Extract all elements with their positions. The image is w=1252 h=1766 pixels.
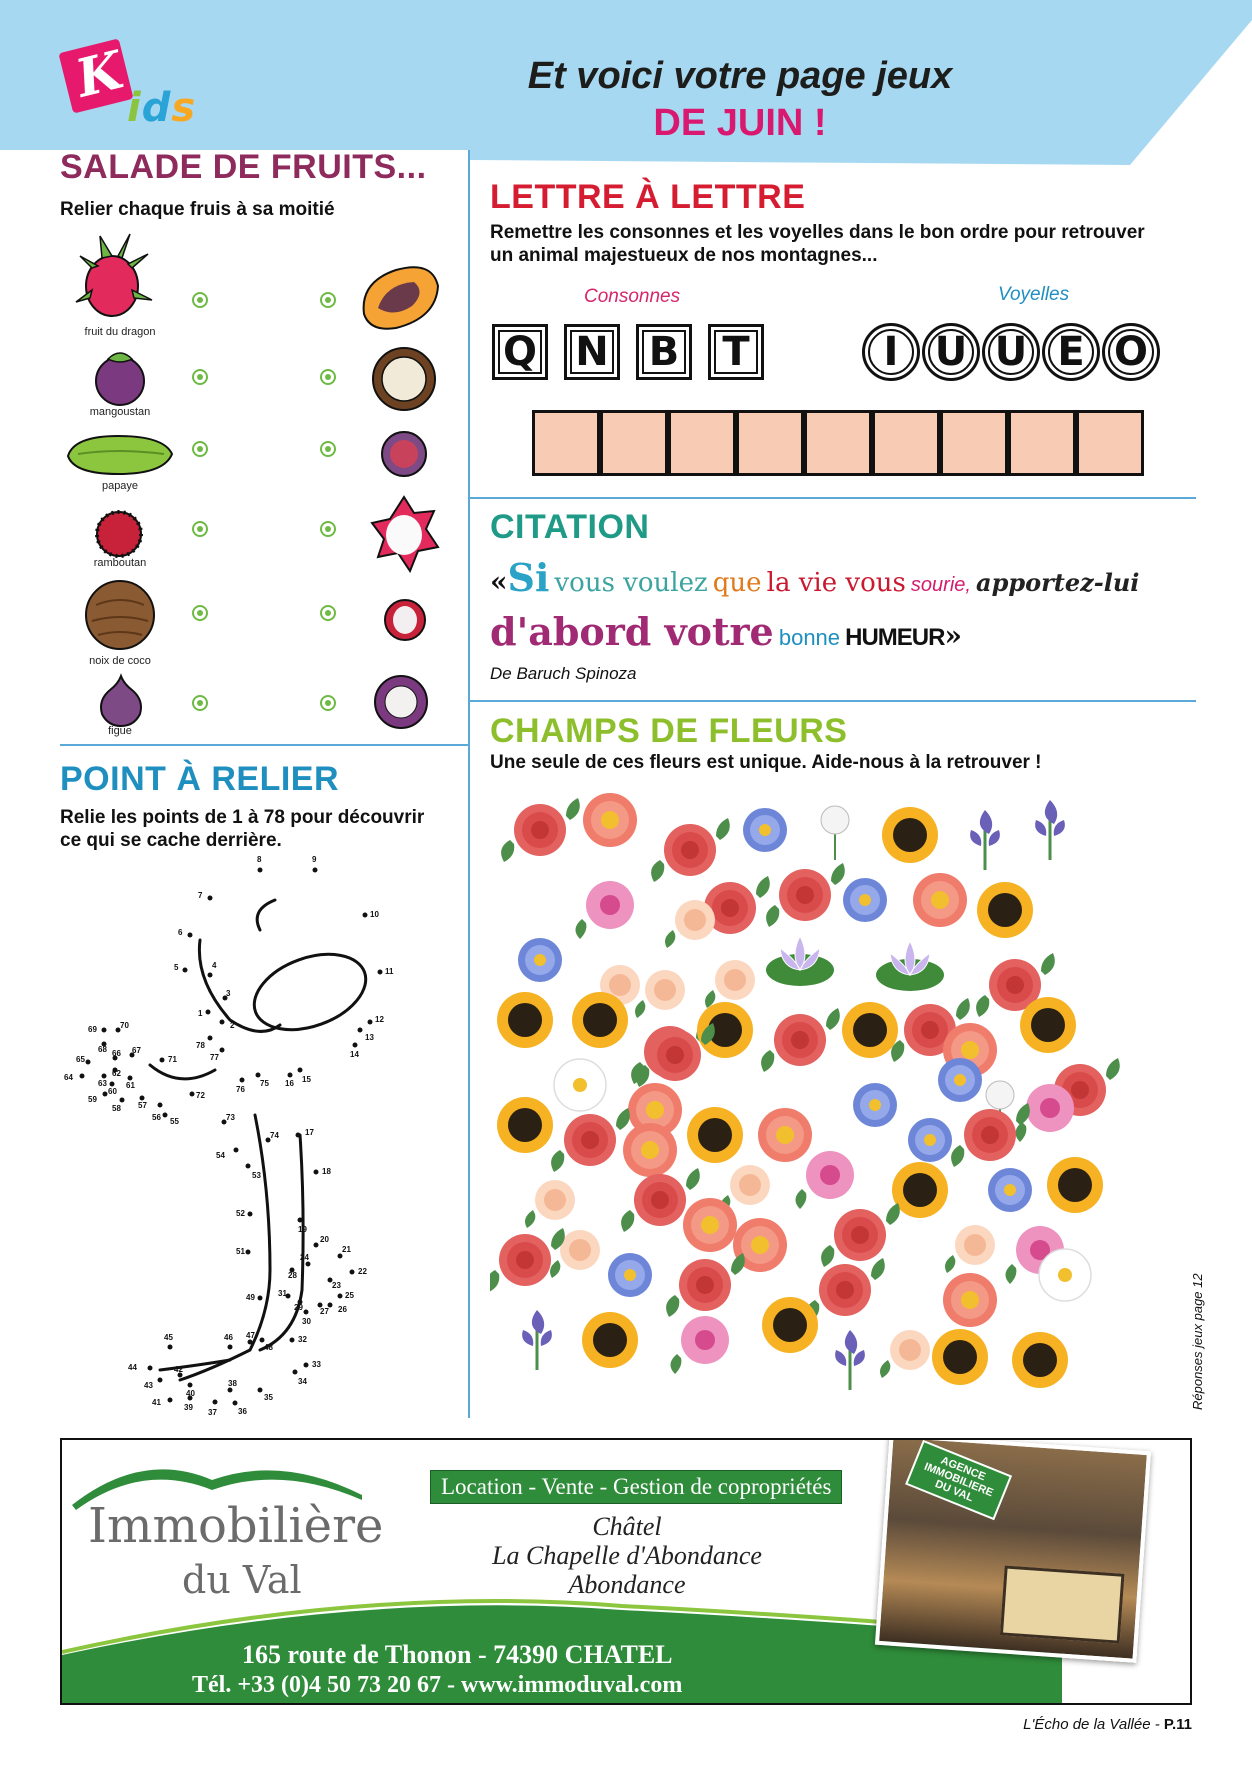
page-title-line1: Et voici votre page jeux — [527, 55, 953, 97]
match-dot-right-5[interactable] — [320, 605, 336, 621]
fruit-label-coconut: noix de coco — [89, 655, 151, 667]
salade-subtitle: Relier chaque fruis à sa moitié — [60, 199, 335, 220]
svg-text:72: 72 — [196, 1091, 205, 1100]
svg-text:11: 11 — [385, 967, 394, 976]
svg-text:57: 57 — [138, 1101, 147, 1110]
svg-text:34: 34 — [298, 1377, 307, 1386]
point-title: POINT À RELIER — [60, 760, 340, 798]
answer-slot-6[interactable] — [872, 410, 940, 476]
svg-text:26: 26 — [338, 1305, 347, 1314]
svg-text:8: 8 — [257, 855, 262, 864]
match-dot-right-6[interactable] — [320, 695, 336, 711]
svg-text:24: 24 — [300, 1253, 309, 1262]
answer-slot-4[interactable] — [736, 410, 804, 476]
svg-text:17: 17 — [305, 1128, 314, 1137]
match-dot-right-1[interactable] — [320, 292, 336, 308]
divider-left-mid — [60, 744, 468, 746]
citation-author: De Baruch Spinoza — [490, 664, 637, 683]
svg-text:47: 47 — [246, 1331, 255, 1340]
citation-title: CITATION — [490, 508, 650, 546]
match-dot-right-4[interactable] — [320, 521, 336, 537]
fruit-label-dragon: fruit du dragon — [84, 326, 156, 338]
page-title — [480, 55, 1000, 145]
salade-title: SALADE DE FRUITS... — [60, 148, 427, 186]
fruit-label-papaya: papaye — [101, 480, 139, 492]
answer-slot-8[interactable] — [1008, 410, 1076, 476]
page-title-line2: DE JUIN ! — [653, 102, 827, 144]
ad-agency-photo — [875, 1438, 1151, 1663]
svg-text:73: 73 — [226, 1113, 235, 1122]
fig-icon — [96, 672, 146, 728]
lettre-subtitle-1: Remettre les consonnes et les voyelles dans le bon ordre pour retrouver — [490, 222, 1145, 243]
answer-slot-2[interactable] — [600, 410, 668, 476]
svg-text:1: 1 — [198, 1009, 203, 1018]
consonne-tile-3: B — [636, 324, 692, 380]
match-dot-left-1[interactable] — [192, 292, 208, 308]
ad-address: 165 route de Thonon - 74390 CHATEL — [242, 1640, 673, 1669]
svg-text:25: 25 — [345, 1291, 354, 1300]
svg-text:59: 59 — [88, 1095, 97, 1104]
kids-logo — [55, 39, 205, 145]
svg-text:49: 49 — [246, 1293, 255, 1302]
ad-agency-sign: AGENCE IMMOBILIERE DU VAL — [905, 1440, 1012, 1520]
champs-subtitle: Une seule de ces fleurs est unique. Aide-nous à la retrouver ! — [490, 752, 1042, 773]
svg-text:27: 27 — [320, 1307, 329, 1316]
svg-text:28: 28 — [288, 1271, 297, 1280]
svg-text:36: 36 — [238, 1407, 247, 1416]
flower-field — [490, 790, 1190, 1420]
ad-brand-sub: du Val — [182, 1558, 302, 1602]
svg-text:43: 43 — [144, 1381, 153, 1390]
svg-text:78: 78 — [196, 1041, 205, 1050]
svg-text:35: 35 — [264, 1393, 273, 1402]
svg-text:18: 18 — [322, 1167, 331, 1176]
papaya-icon — [64, 430, 176, 480]
svg-text:65: 65 — [76, 1055, 85, 1064]
match-dot-left-5[interactable] — [192, 605, 208, 621]
svg-text:3: 3 — [226, 989, 231, 998]
svg-text:16: 16 — [285, 1079, 294, 1088]
svg-text:2: 2 — [230, 1021, 235, 1030]
svg-text:15: 15 — [302, 1075, 311, 1084]
mangosteen-icon — [88, 345, 152, 407]
svg-text:9: 9 — [312, 855, 317, 864]
svg-text:56: 56 — [152, 1113, 161, 1122]
svg-text:44: 44 — [128, 1363, 137, 1372]
papaya-half-icon — [356, 262, 442, 334]
lettre-subtitle-2: un animal majestueux de nos montagnes... — [490, 245, 878, 266]
voyelles-label: Voyelles — [998, 284, 1070, 305]
mangosteen-half-icon — [372, 673, 430, 731]
svg-text:37: 37 — [208, 1408, 217, 1417]
svg-text:51: 51 — [236, 1247, 245, 1256]
kids-logo-ids: ids — [127, 85, 197, 131]
svg-text:52: 52 — [236, 1209, 245, 1218]
svg-text:10: 10 — [370, 910, 379, 919]
svg-text:64: 64 — [64, 1073, 73, 1082]
svg-text:70: 70 — [120, 1021, 129, 1030]
consonnes-label: Consonnes — [584, 286, 681, 307]
svg-text:39: 39 — [184, 1403, 193, 1412]
svg-text:77: 77 — [210, 1053, 219, 1062]
svg-text:74: 74 — [270, 1131, 279, 1140]
svg-text:20: 20 — [320, 1235, 329, 1244]
svg-text:41: 41 — [152, 1398, 161, 1407]
dot-to-dot-puzzle — [60, 850, 460, 1430]
ad-towns: Châtel La Chapelle d'Abondance Abondance — [492, 1512, 762, 1599]
svg-text:13: 13 — [365, 1033, 374, 1042]
voyelle-tile-3: U — [982, 323, 1040, 381]
divider-right-1 — [470, 497, 1196, 499]
champs-title: CHAMPS DE FLEURS — [490, 712, 848, 750]
fruit-label-rambutan: ramboutan — [93, 557, 147, 569]
svg-text:69: 69 — [88, 1025, 97, 1034]
coconut-icon — [82, 575, 158, 653]
match-dot-right-3[interactable] — [320, 441, 336, 457]
svg-text:42: 42 — [174, 1365, 183, 1374]
svg-text:53: 53 — [252, 1171, 261, 1180]
svg-text:48: 48 — [264, 1343, 273, 1352]
match-dot-left-2[interactable] — [192, 369, 208, 385]
consonne-tile-2: N — [564, 324, 620, 380]
svg-text:67: 67 — [132, 1046, 141, 1055]
svg-text:68: 68 — [98, 1045, 107, 1054]
consonne-tile-4: T — [708, 324, 764, 380]
voyelle-tile-1: I — [862, 323, 920, 381]
fruit-label-mangosteen: mangoustan — [89, 406, 151, 418]
svg-text:62: 62 — [112, 1069, 121, 1078]
svg-text:31: 31 — [278, 1289, 287, 1298]
fig-half-icon — [376, 424, 432, 480]
svg-text:76: 76 — [236, 1085, 245, 1094]
point-subtitle-1: Relie les points de 1 à 78 pour découvrir — [60, 807, 425, 828]
answer-slot-5[interactable] — [804, 410, 872, 476]
match-dot-right-2[interactable] — [320, 369, 336, 385]
voyelle-tile-5: O — [1102, 323, 1160, 381]
svg-text:21: 21 — [342, 1245, 351, 1254]
ad-contact[interactable]: Tél. +33 (0)4 50 73 20 67 - www.immoduval.com — [192, 1672, 683, 1698]
svg-text:55: 55 — [170, 1117, 179, 1126]
dragon-fruit-icon — [72, 228, 156, 326]
svg-text:61: 61 — [126, 1081, 135, 1090]
answer-slot-7[interactable] — [940, 410, 1008, 476]
kids-logo-k: K — [58, 38, 133, 113]
answer-slot-9[interactable] — [1076, 410, 1144, 476]
advertisement[interactable] — [60, 1438, 1192, 1705]
answer-slot-3[interactable] — [668, 410, 736, 476]
fruit-label-fig: figue — [108, 725, 132, 737]
voyelle-tile-4: E — [1042, 323, 1100, 381]
svg-text:12: 12 — [375, 1015, 384, 1024]
svg-text:4: 4 — [212, 961, 217, 970]
svg-text:7: 7 — [198, 891, 203, 900]
match-dot-left-4[interactable] — [192, 521, 208, 537]
svg-text:63: 63 — [98, 1079, 107, 1088]
svg-text:19: 19 — [298, 1225, 307, 1234]
citation-quote: «Si vous voulez que la vie vous sourie, apportez-lui d'abord votre bonne HUMEUR» — [490, 555, 1140, 654]
svg-text:14: 14 — [350, 1050, 359, 1059]
svg-text:38: 38 — [228, 1379, 237, 1388]
svg-text:5: 5 — [174, 963, 179, 972]
svg-text:66: 66 — [112, 1049, 121, 1058]
answer-slot-1[interactable] — [532, 410, 600, 476]
rambutan-icon — [88, 502, 150, 562]
svg-text:32: 32 — [298, 1335, 307, 1344]
ad-brand-name: Immobilière — [88, 1498, 384, 1554]
match-dot-left-6[interactable] — [192, 695, 208, 711]
svg-text:71: 71 — [168, 1055, 177, 1064]
svg-text:6: 6 — [178, 928, 183, 937]
rambutan-half-icon — [380, 590, 430, 646]
svg-text:46: 46 — [224, 1333, 233, 1342]
svg-text:60: 60 — [108, 1087, 117, 1096]
divider-vertical — [468, 150, 470, 1418]
dragon-fruit-half-icon — [368, 493, 440, 575]
svg-text:45: 45 — [164, 1333, 173, 1342]
voyelle-tile-2: U — [922, 323, 980, 381]
match-dot-left-3[interactable] — [192, 441, 208, 457]
page-footer: L'Écho de la Vallée - P.11 — [1023, 1716, 1192, 1733]
consonne-tile-1: Q — [492, 324, 548, 380]
svg-text:22: 22 — [358, 1267, 367, 1276]
lettre-title: LETTRE À LETTRE — [490, 178, 806, 216]
svg-text:40: 40 — [186, 1389, 195, 1398]
svg-text:23: 23 — [332, 1281, 341, 1290]
svg-text:30: 30 — [302, 1317, 311, 1326]
svg-text:29: 29 — [294, 1303, 303, 1312]
svg-text:33: 33 — [312, 1360, 321, 1369]
svg-text:54: 54 — [216, 1151, 225, 1160]
divider-right-2 — [470, 700, 1196, 702]
ad-services-banner: Location - Vente - Gestion de copropriétés — [430, 1470, 842, 1504]
point-subtitle-2: ce qui se cache derrière. — [60, 830, 282, 851]
svg-text:58: 58 — [112, 1104, 121, 1113]
answers-note: Réponses jeux page 12 — [1190, 1273, 1205, 1410]
coconut-half-icon — [368, 344, 440, 414]
svg-text:75: 75 — [260, 1079, 269, 1088]
